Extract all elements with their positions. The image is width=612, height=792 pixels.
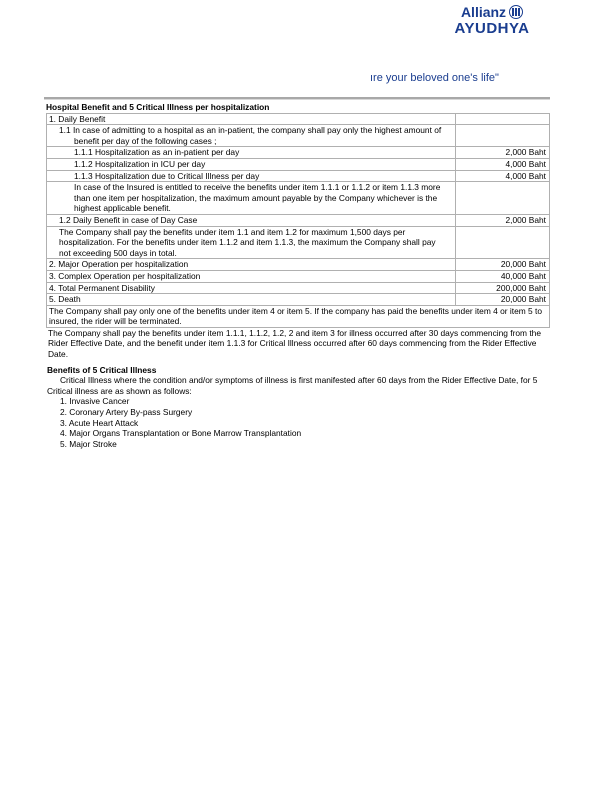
slogan: ıre your beloved one's life" [370,72,499,84]
benefit-label: The Company shall pay the benefits under item 1.1 and item 1.2 for maximum 1,500 days per hospitalization. For the benefits under item 1.1.2 and item 1.1.3, the maximum the Company shall pay not exceeding 500 days in total. [47,226,456,259]
logo-allianz-text: Allianz [460,4,507,20]
benefit-amount [456,182,550,215]
benefit-amount: 2,000 Baht [456,147,550,159]
benefit-label: In case of the Insured is entitled to receive the benefits under item 1.1.1 or 1.1.2 or item 1.1.3 more than one item per hospitalization, the maximum amount payable by the Company whichever is the highest applicable benefit. [47,182,456,215]
table-row [47,158,550,170]
company-logo [446,4,538,38]
table-row [47,113,550,125]
benefit-label: 1.1.1 Hospitalization as an in-patient per day [47,147,456,159]
logo-ayudhya-text: AYUDHYA [454,20,530,37]
benefit-amount: 20,000 Baht [456,294,550,306]
allianz-eagle-icon [509,5,523,19]
benefit-amount: 2,000 Baht [456,214,550,226]
header-divider [44,97,550,100]
list-item: 1. Invasive Cancer [60,396,130,407]
benefit-label: 1. Daily Benefit [47,113,456,125]
list-item: 4. Major Organs Transplantation or Bone Marrow Transplantation [60,428,302,439]
benefit-amount: 40,000 Baht [456,270,550,282]
benefit-amount: 20,000 Baht [456,259,550,271]
waiting-period-note: The Company shall pay the benefits under item 1.1.1, 1.1.2, 1.2, 2 and item 3 for illness occurred after 30 days commencing from the Rider Effective Date, and the benefit under item 1.1.3 for Critical Illness occurred after 60 days commencing from the Rider Effective Date. [48,327,541,360]
logo-allianz [446,4,538,20]
table-row [47,147,550,159]
termination-note: The Company shall pay only one of the benefits under item 4 or item 5. If the company has paid the benefits under item 4 or item 5 to insured, the rider will be terminated. [47,305,550,327]
table-row [47,259,550,271]
list-item: 5. Major Stroke [60,438,117,449]
benefit-amount [456,226,550,259]
benefit-amount [456,113,550,125]
document-body [46,102,550,449]
list-item: 2. Coronary Artery By-pass Surgery [60,407,193,418]
benefit-amount [456,125,550,147]
table-row [47,270,550,282]
benefit-amount: 4,000 Baht [456,170,550,182]
list-item: 3. Acute Heart Attack [60,417,139,428]
benefit-label: 1.1 In case of admitting to a hospital as an in-patient, the company shall pay only the highest amount of benefit per day of the following cases ; [47,125,456,147]
table-row [47,125,550,147]
benefit-label: 2. Major Operation per hospitalization [47,259,456,271]
critical-illness-list [47,396,550,449]
table-row [47,282,550,294]
table-row [47,305,550,327]
section-title-hospital-benefit: Hospital Benefit and 5 Critical Illness per hospitalization [46,102,270,112]
critical-illness-intro: Critical Illness where the condition and/or symptoms of illness is first manifested after 60 days from the Rider Effective Date, for 5 Critical illness are as shown as follows: [47,375,538,396]
table-row [47,170,550,182]
section-title-critical-illness: Benefits of 5 Critical Illness [47,364,157,375]
table-row [47,214,550,226]
critical-illness-section [46,365,550,450]
benefit-label: 1.1.2 Hospitalization in ICU per day [47,158,456,170]
table-row [47,182,550,215]
benefit-table [46,113,550,328]
benefit-label: 1.1.3 Hospitalization due to Critical Illness per day [47,170,456,182]
table-row [47,226,550,259]
benefit-label: 3. Complex Operation per hospitalization [47,270,456,282]
benefit-amount: 4,000 Baht [456,158,550,170]
benefit-amount: 200,000 Baht [456,282,550,294]
benefit-label: 5. Death [47,294,456,306]
benefit-label: 4. Total Permanent Disability [47,282,456,294]
benefit-label: 1.2 Daily Benefit in case of Day Case [47,214,456,226]
table-row [47,294,550,306]
